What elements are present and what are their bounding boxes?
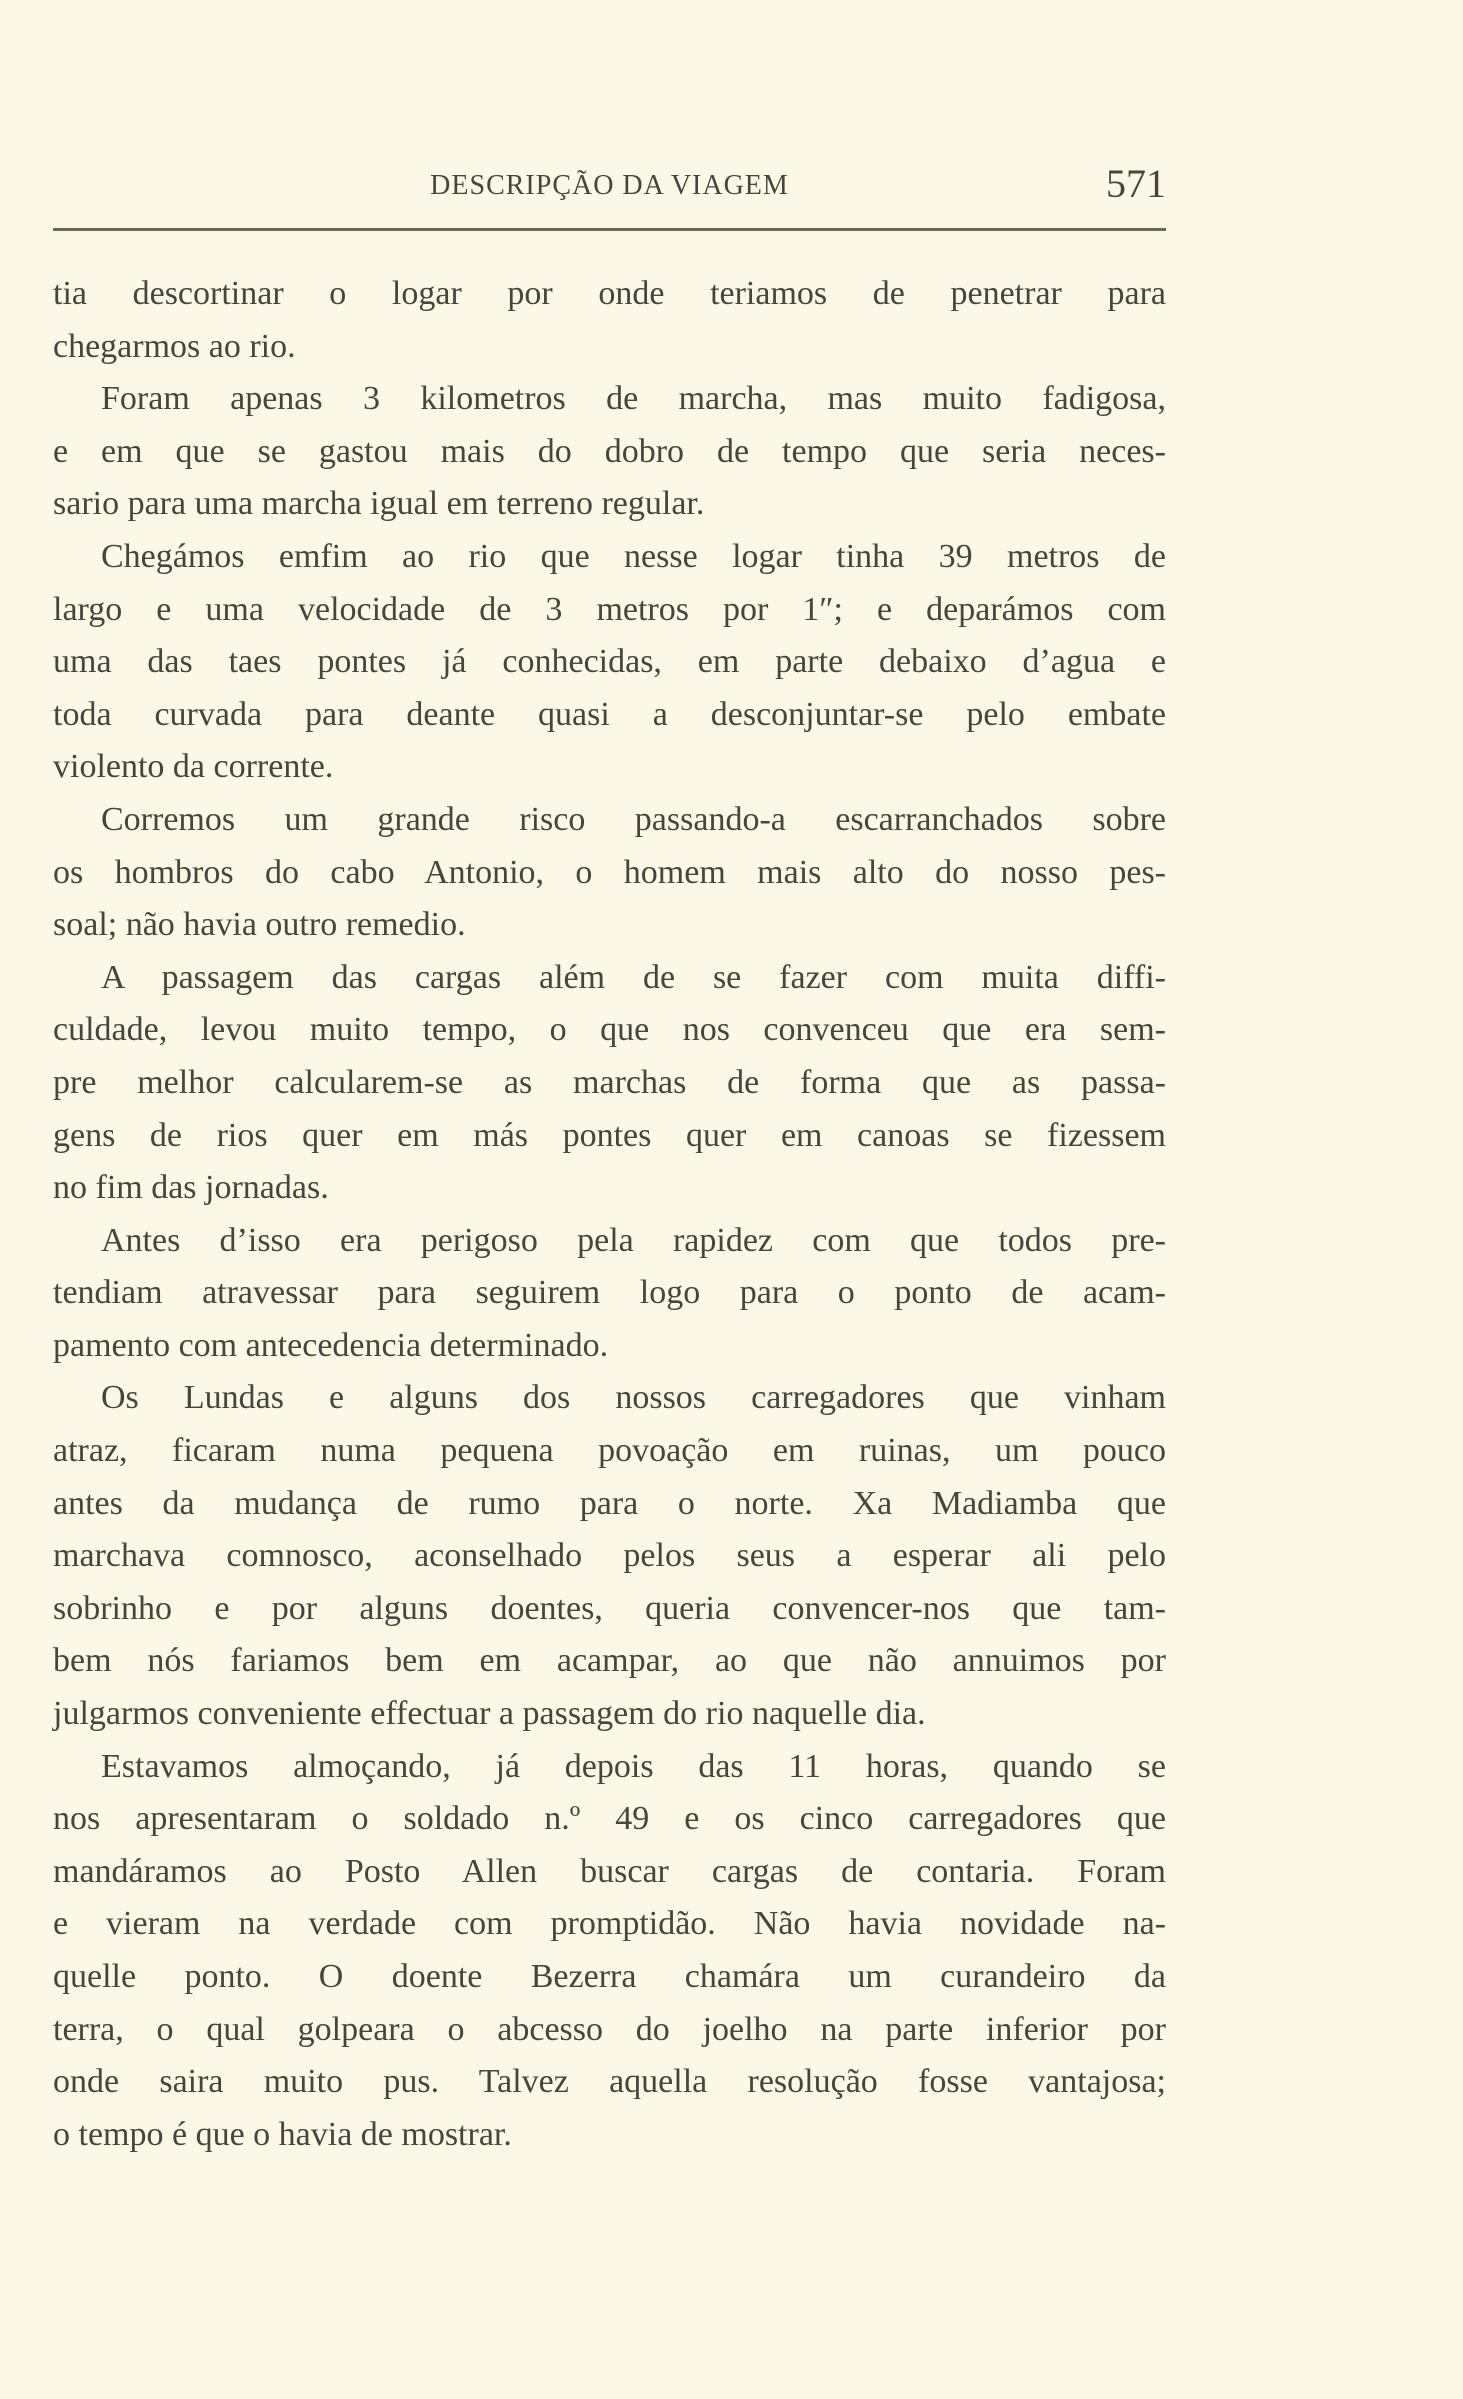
running-title: DESCRIPÇÃO DA VIAGEM — [430, 170, 789, 201]
text-line — [53, 1425, 1166, 1478]
text-line-content: toda curvada para deante quasi a desconjuntar-se pelo embate — [53, 695, 1166, 733]
text-line-content: atraz, ficaram numa pequena povoação em ruinas, um pouco — [53, 1432, 1166, 1470]
text-line-content: e em que se gastou mais do dobro de tempo que seria neces- — [53, 432, 1166, 470]
text-line — [53, 1320, 1166, 1373]
text-line — [53, 1110, 1166, 1163]
text-line — [53, 1741, 1166, 1794]
text-line-content: A passagem das cargas além de se fazer com muita diffi- — [101, 958, 1166, 996]
text-line — [53, 531, 1166, 584]
text-line — [53, 899, 1166, 952]
text-line-content: nos apresentaram o soldado n.º 49 e os cinco carregadores que — [53, 1800, 1166, 1838]
text-line-content: Os Lundas e alguns dos nossos carregadores que vinham — [101, 1379, 1166, 1417]
text-line-content: e vieram na verdade com promptidão. Não havia novidade na- — [53, 1905, 1166, 1943]
text-line-content: marchava comnosco, aconselhado pelos seus a esperar ali pelo — [53, 1537, 1166, 1575]
text-line — [53, 426, 1166, 479]
text-line-content: violento da corrente. — [53, 748, 334, 786]
text-line-content: Foram apenas 3 kilometros de marcha, mas muito fadigosa, — [101, 380, 1166, 418]
text-line-content: onde saira muito pus. Talvez aquella resolução fosse vantajosa; — [53, 2063, 1166, 2101]
text-line — [53, 1162, 1166, 1215]
text-line-content: pamento com antecedencia determinado. — [53, 1326, 609, 1364]
text-line — [53, 373, 1166, 426]
text-line-content: quelle ponto. O doente Bezerra chamára um curandeiro da — [53, 1958, 1166, 1995]
text-line-content: bem nós fariamos bem em acampar, ao que não annuimos por — [53, 1642, 1166, 1680]
text-line — [53, 321, 1166, 374]
text-line — [53, 1793, 1166, 1846]
text-line-content: pre melhor calcularem-se as marchas de forma que as passa- — [53, 1063, 1166, 1101]
page-header — [53, 161, 1166, 206]
text-line — [53, 1057, 1166, 1110]
text-line-content: largo e uma velocidade de 3 metros por 1″; e deparámos com — [53, 590, 1166, 628]
text-line — [53, 952, 1166, 1005]
text-line-content: julgarmos conveniente effectuar a passagem do rio naquelle dia. — [53, 1695, 926, 1733]
text-line-content: sario para uma marcha igual em terreno regular. — [53, 485, 705, 523]
text-line — [53, 1267, 1166, 1320]
text-line — [53, 584, 1166, 637]
body-text — [53, 268, 1166, 2161]
text-line-content: tendiam atravessar para seguirem logo para o ponto de acam- — [53, 1274, 1166, 1312]
text-line — [53, 2056, 1166, 2109]
text-line — [53, 1215, 1166, 1268]
text-line-content: Chegámos emfim ao rio que nesse logar tinha 39 metros de — [101, 537, 1166, 575]
text-line — [53, 1688, 1166, 1741]
text-line-content: soal; não havia outro remedio. — [53, 906, 466, 944]
text-line — [53, 1846, 1166, 1899]
text-line — [53, 741, 1166, 794]
text-line — [53, 1530, 1166, 1583]
text-line — [53, 2109, 1166, 2162]
text-line-content: o tempo é que o havia de mostrar. — [53, 2115, 512, 2153]
text-line-content: chegarmos ao rio. — [53, 327, 296, 365]
text-line — [53, 1372, 1166, 1425]
text-line-content: tia descortinar o logar por onde teriamos de penetrar para — [53, 275, 1166, 312]
text-line — [53, 478, 1166, 531]
text-line-content: os hombros do cabo Antonio, o homem mais alto do nosso pes- — [53, 853, 1166, 891]
text-line — [53, 1898, 1166, 1951]
text-line-content: no fim das jornadas. — [53, 1169, 329, 1207]
text-line-content: Corremos um grande risco passando-a escarranchados sobre — [101, 800, 1166, 838]
text-line — [53, 1583, 1166, 1636]
text-line — [53, 636, 1166, 689]
text-line-content: mandáramos ao Posto Allen buscar cargas de contaria. Foram — [53, 1852, 1166, 1890]
text-line — [53, 1635, 1166, 1688]
text-line-content: sobrinho e por alguns doentes, queria convencer-nos que tam- — [53, 1589, 1166, 1627]
text-line — [53, 689, 1166, 742]
header-rule — [53, 228, 1166, 231]
text-line-content: Antes d’isso era perigoso pela rapidez com que todos pre- — [101, 1221, 1166, 1259]
text-line — [53, 1951, 1166, 2004]
text-line-content: culdade, levou muito tempo, o que nos convenceu que era sem- — [53, 1011, 1166, 1049]
text-line — [53, 268, 1166, 321]
text-line — [53, 1478, 1166, 1531]
page-number: 571 — [1106, 161, 1166, 206]
text-line-content: gens de rios quer em más pontes quer em canoas se fizessem — [53, 1116, 1166, 1154]
text-line — [53, 847, 1166, 900]
text-line — [53, 2004, 1166, 2057]
text-line — [53, 794, 1166, 847]
text-line-content: terra, o qual golpeara o abcesso do joelho na parte inferior por — [53, 2010, 1166, 2048]
text-line-content: antes da mudança de rumo para o norte. Xa Madiamba que — [53, 1484, 1166, 1522]
text-line — [53, 1004, 1166, 1057]
text-line-content: Estavamos almoçando, já depois das 11 horas, quando se — [101, 1747, 1166, 1785]
text-line-content: uma das taes pontes já conhecidas, em parte debaixo d’agua e — [53, 643, 1166, 681]
